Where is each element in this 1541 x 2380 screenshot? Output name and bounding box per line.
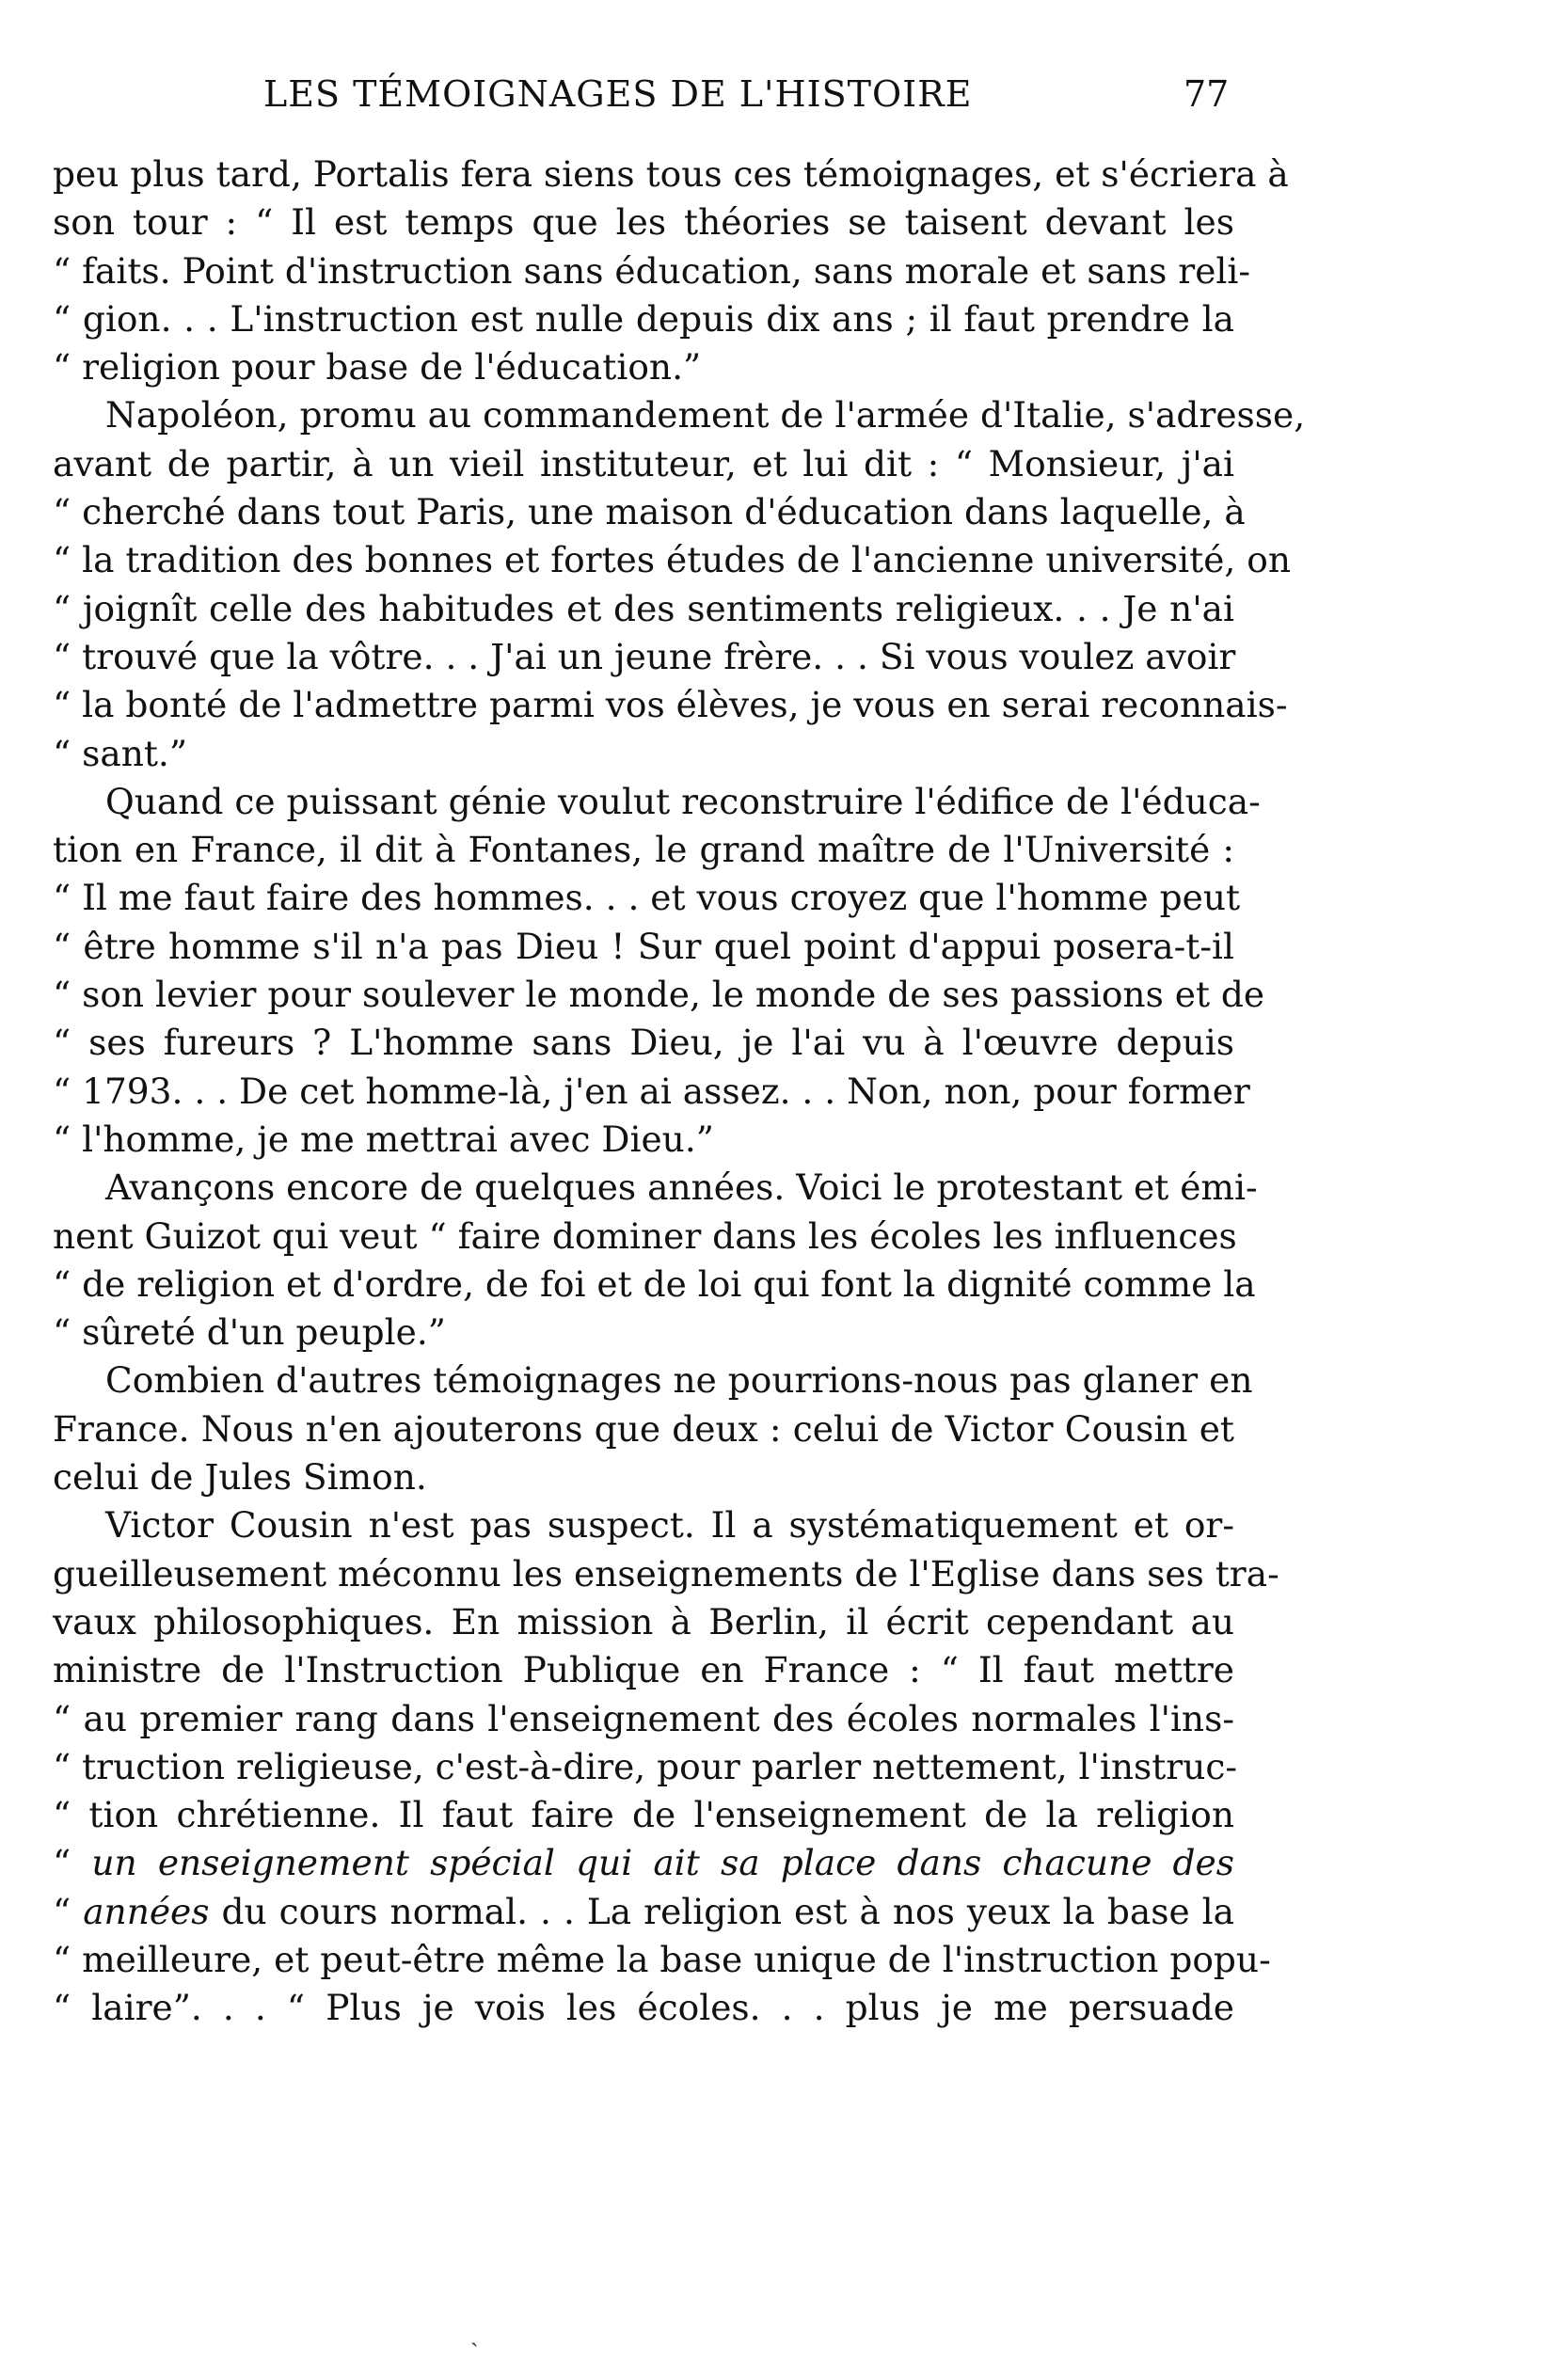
text-line: “ son levier pour soulever le monde, le monde de ses passions et de: [53, 974, 1265, 1016]
text-line: tion en France, il dit à Fontanes, le grand maître de l'Université :: [53, 829, 1234, 871]
text-line: nent Guizot qui veut “ faire dominer dans les écoles les influences: [53, 1214, 1237, 1257]
text-line: “ laire”. . . “ Plus je vois les écoles. . . plus je me persuade: [53, 1987, 1234, 2029]
text-line: “ Il me faut faire des hommes. . . et vous croyez que l'homme peut: [53, 877, 1241, 919]
page-number: 77: [1184, 73, 1230, 115]
text-line: “ être homme s'il n'a pas Dieu ! Sur quel point d'appui posera-t-il: [53, 925, 1234, 967]
body-text: [53, 151, 1306, 2033]
text-line: “ ses fureurs ? L'homme sans Dieu, je l'ai vu à l'œuvre depuis: [53, 1022, 1234, 1064]
text-line: “ joignît celle des habitudes et des sentiments religieux. . . Je n'ai: [53, 587, 1234, 629]
text-line: “ tion chrétienne. Il faut faire de l'enseignement de la religion: [53, 1794, 1234, 1836]
text-line: Quand ce puissant génie voulut reconstruire l'édifice de l'éduca-: [105, 780, 1261, 822]
text-line: Avançons encore de quelques années. Voici le protestant et émi-: [105, 1166, 1258, 1209]
text-line: “ l'homme, je me mettrai avec Dieu.”: [53, 1118, 714, 1160]
text-line: son tour : “ Il est temps que les théories se taisent devant les: [53, 201, 1234, 244]
text-line: “ années du cours normal. . . La religion est à nos yeux la base la: [53, 1890, 1235, 1932]
text-line: peu plus tard, Portalis fera siens tous ces témoignages, et s'écriera à: [53, 153, 1289, 195]
text-line: celui de Jules Simon.: [53, 1456, 427, 1499]
text-line: “ faits. Point d'instruction sans éducation, sans morale et sans reli-: [53, 249, 1251, 292]
text-line: vaux philosophiques. En mission à Berlin, il écrit cependant au: [53, 1600, 1234, 1642]
text-line: “ au premier rang dans l'enseignement des écoles normales l'ins-: [53, 1697, 1234, 1739]
text-line: Combien d'autres témoignages ne pourrions-nous pas glaner en: [105, 1359, 1253, 1402]
text-line: Victor Cousin n'est pas suspect. Il a systématiquement et or-: [105, 1504, 1234, 1547]
text-line: “ cherché dans tout Paris, une maison d'éducation dans laquelle, à: [53, 491, 1246, 533]
text-line: “ un enseignement spécial qui ait sa place dans chacune des: [53, 1842, 1234, 1884]
text-line: “ 1793. . . De cet homme-là, j'en ai assez. . . Non, non, pour former: [53, 1070, 1250, 1112]
text-line: “ meilleure, et peut-être même la base unique de l'instruction popu-: [53, 1938, 1271, 1980]
text-line: “ de religion et d'ordre, de foi et de loi qui font la dignité comme la: [53, 1262, 1256, 1305]
text-line: “ sûreté d'un peuple.”: [53, 1311, 446, 1354]
stray-print-mark: ˎ: [470, 2320, 479, 2348]
text-line: “ sant.”: [53, 732, 188, 774]
text-line: “ la tradition des bonnes et fortes études de l'ancienne université, on: [53, 539, 1291, 581]
text-line: Napoléon, promu au commandement de l'armée d'Italie, s'adresse,: [105, 394, 1306, 436]
text-line: “ truction religieuse, c'est-à-dire, pour parler nettement, l'instruc-: [53, 1745, 1238, 1787]
text-line: “ la bonté de l'admettre parmi vos élèves, je vous en serai reconnais-: [53, 684, 1288, 726]
text-line: “ trouvé que la vôtre. . . J'ai un jeune frère. . . Si vous voulez avoir: [53, 635, 1236, 677]
text-line: gueilleusement méconnu les enseignements de l'Eglise dans ses tra-: [53, 1552, 1279, 1595]
running-title: LES TÉMOIGNAGES DE L'HISTOIRE: [263, 73, 973, 115]
text-line: “ religion pour base de l'éducation.”: [53, 346, 702, 389]
text-line: avant de partir, à un vieil instituteur, et lui dit : “ Monsieur, j'ai: [53, 442, 1234, 484]
text-line: France. Nous n'en ajouterons que deux : celui de Victor Cousin et: [53, 1407, 1234, 1450]
text-line: ministre de l'Instruction Publique en France : “ Il faut mettre: [53, 1649, 1234, 1691]
text-line: “ gion. . . L'instruction est nulle depuis dix ans ; il faut prendre la: [53, 297, 1234, 340]
